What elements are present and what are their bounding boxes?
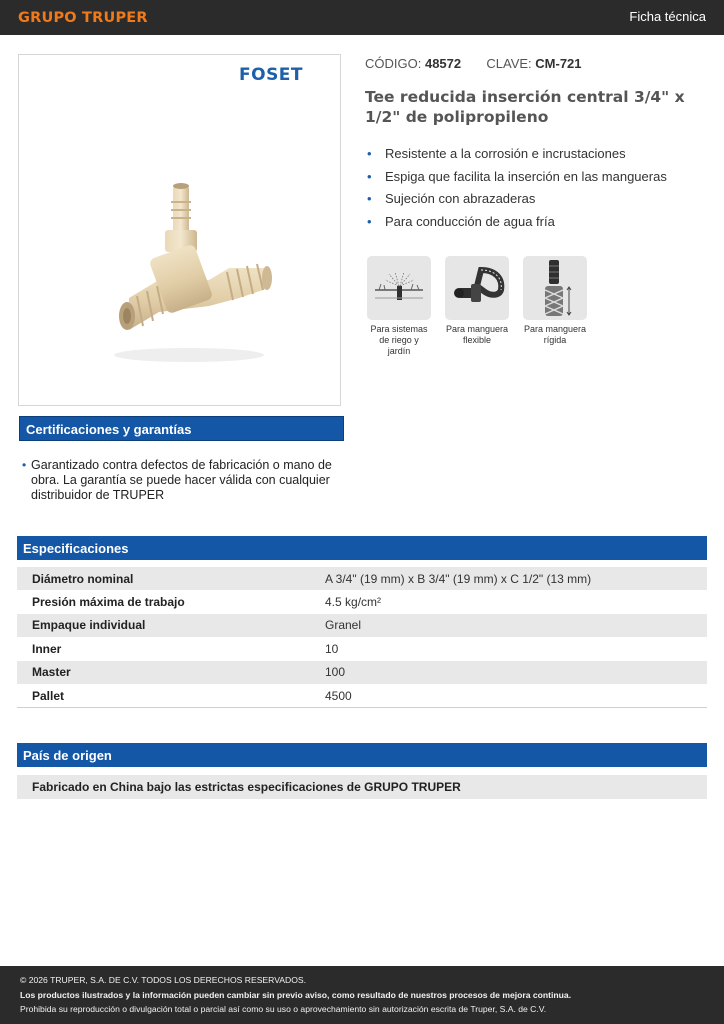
table-row [17, 684, 707, 707]
flexible-hose-icon [445, 256, 509, 320]
table-row [17, 637, 707, 660]
spec-label: Presión máxima de trabajo [32, 595, 185, 610]
certifications-heading: Certificaciones y garantías [19, 416, 344, 441]
spec-value: A 3/4" (19 mm) x B 3/4" (19 mm) x C 1/2" (13 mm) [325, 567, 707, 590]
bullet-icon: • [367, 213, 372, 229]
bullet-icon: • [367, 146, 372, 161]
irrigation-sprinkler-icon [367, 256, 431, 320]
product-title: Tee reducida inserción central 3/4" x 1/2" de polipropileno [365, 88, 685, 126]
table-row [17, 590, 707, 613]
feature-list [367, 146, 667, 236]
rigid-hose-icon [523, 256, 587, 320]
clave-label: CLAVE: [486, 56, 532, 71]
bullet-icon: • [367, 168, 372, 184]
feature-item: • Resistente a la corrosión e incrustaciones [367, 146, 626, 161]
spec-value: 100 [325, 661, 707, 684]
use-caption: Para manguera flexible [445, 324, 509, 345]
specifications-table [17, 567, 707, 707]
spec-label: Master [17, 661, 325, 684]
feature-item: • Espiga que facilita la inserción en las mangueras [367, 168, 667, 184]
top-bar [0, 0, 724, 35]
codigo-value: 48572 [424, 56, 462, 71]
footer [0, 966, 724, 1024]
table-row [17, 567, 707, 590]
spec-value: 4.5 kg/cm² [325, 595, 382, 610]
use-caption: Para manguera rígida [523, 324, 587, 345]
table-row [17, 661, 707, 684]
brand-logo: GRUPO TRUPER [18, 10, 148, 26]
feature-item: • Sujeción con abrazaderas [367, 191, 536, 207]
use-flexible-hose [444, 256, 510, 346]
specifications-heading: Especificaciones [17, 536, 707, 560]
bullet-icon: • [22, 458, 27, 472]
use-irrigation [366, 256, 432, 357]
bullet-icon: • [367, 191, 372, 207]
product-codes [365, 56, 582, 71]
origin-text: Fabricado en China bajo las estrictas especificaciones de GRUPO TRUPER [32, 780, 461, 794]
spec-value: 10 [325, 641, 339, 656]
origin-row [17, 775, 707, 799]
document-type-label: Ficha técnica [629, 9, 706, 24]
copyright-text: © 2026 TRUPER, S.A. DE C.V. TODOS LOS DERECHOS RESERVADOS. [20, 975, 307, 985]
use-caption: Para sistemas de riego y jardín [370, 324, 428, 356]
divider [17, 707, 707, 708]
spec-label: Inner [32, 641, 62, 656]
spec-value: 4500 [325, 688, 352, 703]
certification-item: • Garantizado contra defectos de fabricación o mano de obra. La garantía se puede hacer válida con cualquier distribuidor de TRUPER [22, 458, 332, 502]
legal-text: Prohibida su reproducción o divulgación total o parcial así como su uso o aprovechamiento sin autorización escrita de Truper, S.A. de C.V. [20, 1004, 547, 1014]
plastic-tee-fitting-image [99, 180, 279, 370]
use-rigid-hose [522, 256, 588, 346]
disclaimer-text: Los productos ilustrados y la información pueden cambiar sin previo aviso, como resultado de nuestros procesos de mejora continua. [20, 990, 572, 1000]
spec-label: Pallet [32, 688, 65, 703]
foset-logo: FOSET [239, 65, 304, 85]
table-row [17, 614, 707, 637]
spec-label: Empaque individual [17, 614, 325, 637]
spec-label: Diámetro nominal [17, 567, 325, 590]
product-image-panel [18, 54, 341, 406]
feature-item: • Para conducción de agua fría [367, 213, 555, 229]
origin-heading: País de origen [17, 743, 707, 767]
codigo-label: CÓDIGO: [365, 56, 422, 71]
clave-value: CM-721 [535, 56, 582, 71]
spec-value: Granel [325, 614, 707, 637]
